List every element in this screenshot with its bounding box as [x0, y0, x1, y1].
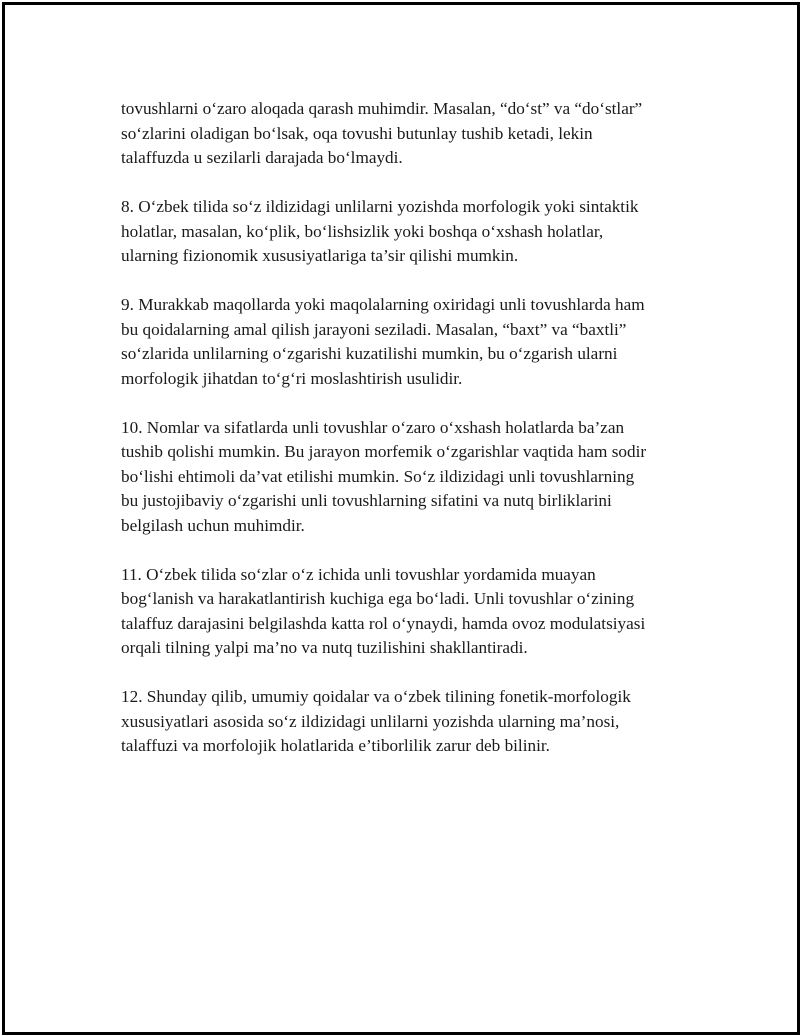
text-line: so‘zlarida unlilarning o‘zgarishi kuzatilishi mumkin, bu o‘zgarish ularni	[121, 344, 618, 363]
text-line: talaffuz darajasini belgilashda katta rol o‘ynaydi, hamda ovoz modulatsiyasi	[121, 613, 646, 633]
text-line: tushib qolishi mumkin. Bu jarayon morfemik o‘zgarishlar vaqtida ham sodir	[121, 442, 647, 461]
text-line: morfologik jihatdan to‘g‘ri moslashtirish usulidir.	[121, 368, 463, 388]
text-line: belgilash uchun muhimdir.	[121, 515, 305, 535]
text-line: bu qoidalarning amal qilish jarayoni seziladi. Masalan, “baxt” va “baxtli”	[121, 319, 627, 339]
paragraph-10	[121, 416, 701, 539]
paragraph-11	[121, 563, 701, 661]
text-line: 11. O‘zbek tilida so‘zlar o‘z ichida unli tovushlar yordamida muayan	[121, 564, 596, 584]
text-line: bo‘lishi ehtimoli da’vat etilishi mumkin. So‘z ildizidagi unli tovushlarning	[121, 466, 635, 486]
text-line: orqali tilning yalpi ma’no va nutq tuzilishini shakllantiradi.	[121, 638, 528, 657]
document-body	[121, 97, 701, 783]
text-line: bog‘lanish va harakatlantirish kuchiga ega bo‘ladi. Unli tovushlar o‘zining	[121, 589, 635, 608]
text-line: talaffuzda u sezilarli darajada bo‘lmaydi.	[121, 148, 403, 167]
text-line: 10. Nomlar va sifatlarda unli tovushlar o‘zaro o‘xshash holatlarda ba’zan	[121, 417, 625, 437]
text-line: 9. Murakkab maqollarda yoki maqolalarning oxiridagi unli tovushlarda ham	[121, 295, 645, 314]
page-frame	[2, 2, 800, 1035]
text-line: ularning fizionomik xususiyatlariga ta’sir qilishi mumkin.	[121, 246, 519, 265]
text-line: tovushlarni o‘zaro aloqada qarash muhimdir. Masalan, “do‘st” va “do‘stlar”	[121, 99, 643, 118]
text-line: 12. Shunday qilib, umumiy qoidalar va o‘zbek tilining fonetik-morfologik	[121, 687, 631, 706]
text-line: 8. O‘zbek tilida so‘z ildizidagi unlilarni yozishda morfologik yoki sintaktik	[121, 197, 639, 216]
paragraph-9	[121, 293, 701, 391]
text-line: talaffuzi va morfolojik holatlarida e’tiborlilik zarur deb bilinir.	[121, 736, 550, 755]
paragraph-8	[121, 195, 701, 269]
paragraph-12	[121, 685, 701, 759]
paragraph-continuation	[121, 97, 701, 171]
text-line: xususiyatlari asosida so‘z ildizidagi unlilarni yozishda ularning ma’nosi,	[121, 711, 620, 731]
text-line: so‘zlarini oladigan bo‘lsak, oqa tovushi butunlay tushib ketadi, lekin	[121, 123, 593, 143]
text-line: holatlar, masalan, ko‘plik, bo‘lishsizlik yoki boshqa o‘xshash holatlar,	[121, 221, 604, 241]
text-line: bu justojibaviy o‘zgarishi unli tovushlarning sifatini va nutq birliklarini	[121, 491, 612, 510]
